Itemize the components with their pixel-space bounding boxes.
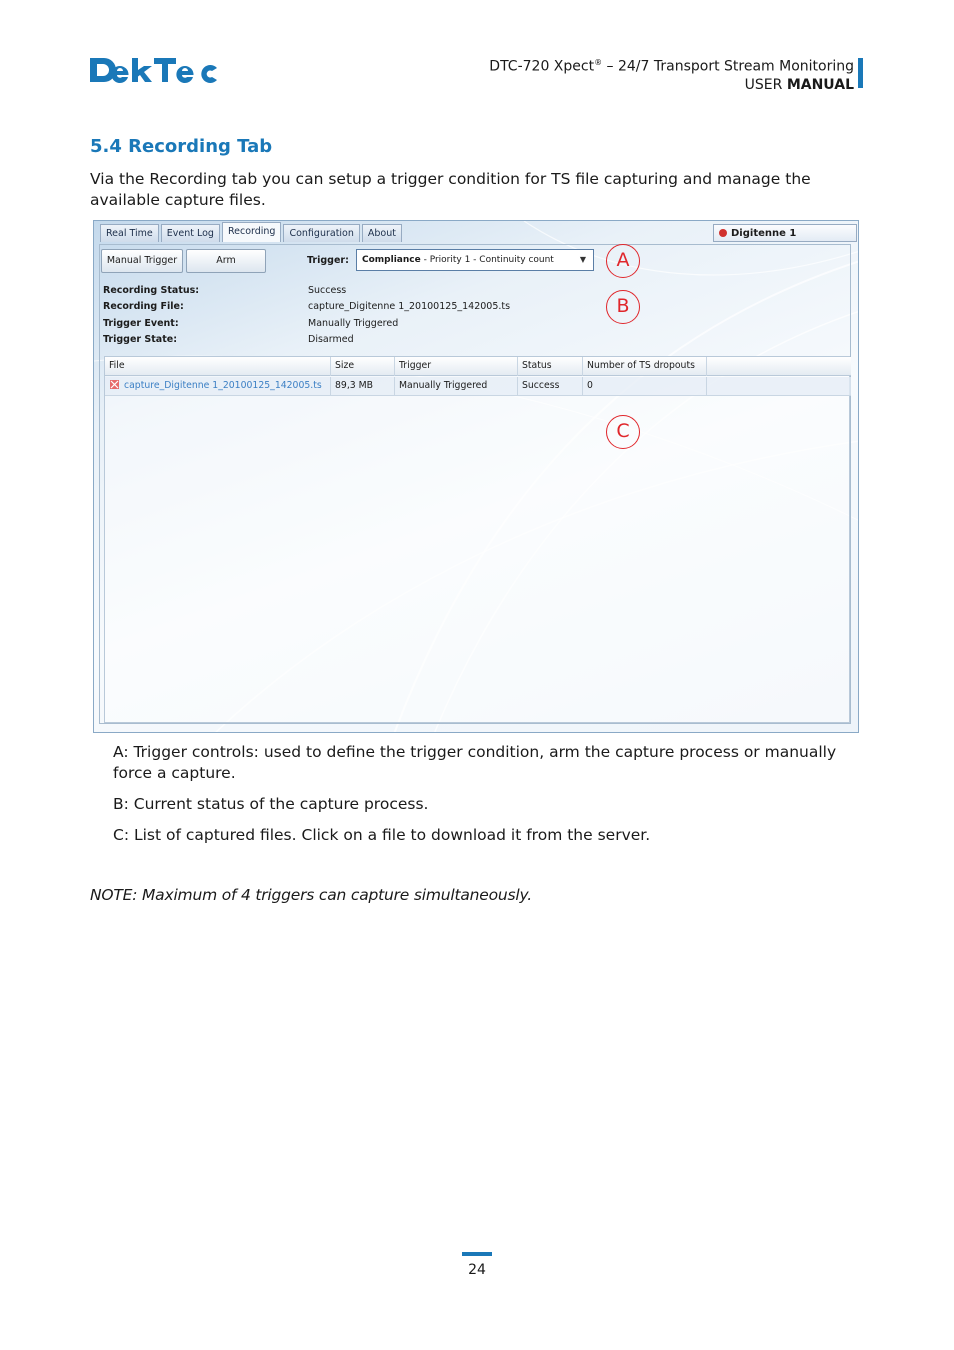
manual-line [489,76,854,94]
marker-b: B [606,290,640,324]
trigger-priority: Priority 1 [429,255,471,265]
legend-c: C: List of captured files. Click on a file to download it from the server. [113,826,651,844]
size-cell: 89,3 MB [331,377,395,396]
trigger-sep-2: - [470,255,480,265]
channel-selector[interactable] [713,224,857,242]
file-cell[interactable] [105,377,331,396]
product-line [489,54,854,76]
tab-real-time[interactable]: Real Time [100,224,159,242]
column-header-dropouts[interactable]: Number of TS dropouts [583,357,707,376]
status-value: Disarmed [308,334,354,345]
manual-prefix: USER [744,76,787,93]
tab-configuration[interactable]: Configuration [283,224,359,242]
column-header-file[interactable]: File [105,357,331,376]
legend-a: A: Trigger controls: used to define the trigger condition, arm the capture process or manually force a capture. [113,743,837,782]
capture-file-icon [109,379,120,390]
header-accent-bar [858,58,863,88]
trigger-sep-1: - [420,255,430,265]
status-cell: Success [518,377,583,396]
table-header [105,357,851,376]
product-name: DTC-720 Xpect [489,58,595,75]
channel-name: Digitenne 1 [731,228,797,239]
registered-mark: ® [594,58,603,67]
manual-trigger-button[interactable]: Manual Trigger [101,249,183,273]
product-subtitle: – 24/7 Transport Stream Monitoring [602,58,854,75]
status-label: Recording File: [103,301,184,312]
note: NOTE: Maximum of 4 triggers can capture simultaneously. [90,886,533,904]
status-value: capture_Digitenne 1_20100125_142005.ts [308,301,511,312]
dektec-logo [90,54,220,90]
tab-about[interactable]: About [362,224,402,242]
marker-c: C [606,415,640,449]
trigger-type: Compliance [362,255,421,265]
column-header-size[interactable]: Size [331,357,395,376]
status-value: Manually Triggered [308,318,399,329]
manual-word: MANUAL [786,76,854,93]
column-header-status[interactable]: Status [518,357,583,376]
recording-tab-screenshot [93,220,859,733]
trigger-label: Trigger: [307,255,349,266]
captured-files-table [104,356,850,723]
status-label: Recording Status: [103,285,200,296]
marker-a: A [606,244,640,278]
tab-event-log[interactable]: Event Log [161,224,220,242]
status-value: Success [308,285,347,296]
page-number: 24 [468,1262,486,1278]
status-label: Trigger State: [103,334,177,345]
table-row[interactable] [105,377,851,396]
tab-bar [100,224,404,242]
status-label: Trigger Event: [103,318,179,329]
document-header [489,54,854,94]
dektec-logo-mark [90,54,220,90]
trigger-condition: Continuity count [479,255,554,265]
trigger-dropdown[interactable] [356,249,594,271]
legend-b: B: Current status of the capture process. [113,795,429,813]
footer-accent-bar [462,1252,492,1256]
capture-file-link[interactable]: capture_Digitenne 1_20100125_142005.ts [124,380,322,391]
recording-panel [99,244,851,724]
channel-status-icon [719,229,727,237]
dropouts-cell: 0 [583,377,707,396]
section-intro: Via the Recording tab you can setup a trigger condition for TS file capturing and manage the available capture files. [90,170,811,209]
column-header-trigger[interactable]: Trigger [395,357,518,376]
dropdown-arrow-icon: ▼ [579,255,586,264]
arm-button[interactable]: Arm [186,249,266,273]
tab-recording[interactable]: Recording [222,222,282,242]
trigger-cell: Manually Triggered [395,377,518,396]
section-title: 5.4 Recording Tab [90,136,273,157]
